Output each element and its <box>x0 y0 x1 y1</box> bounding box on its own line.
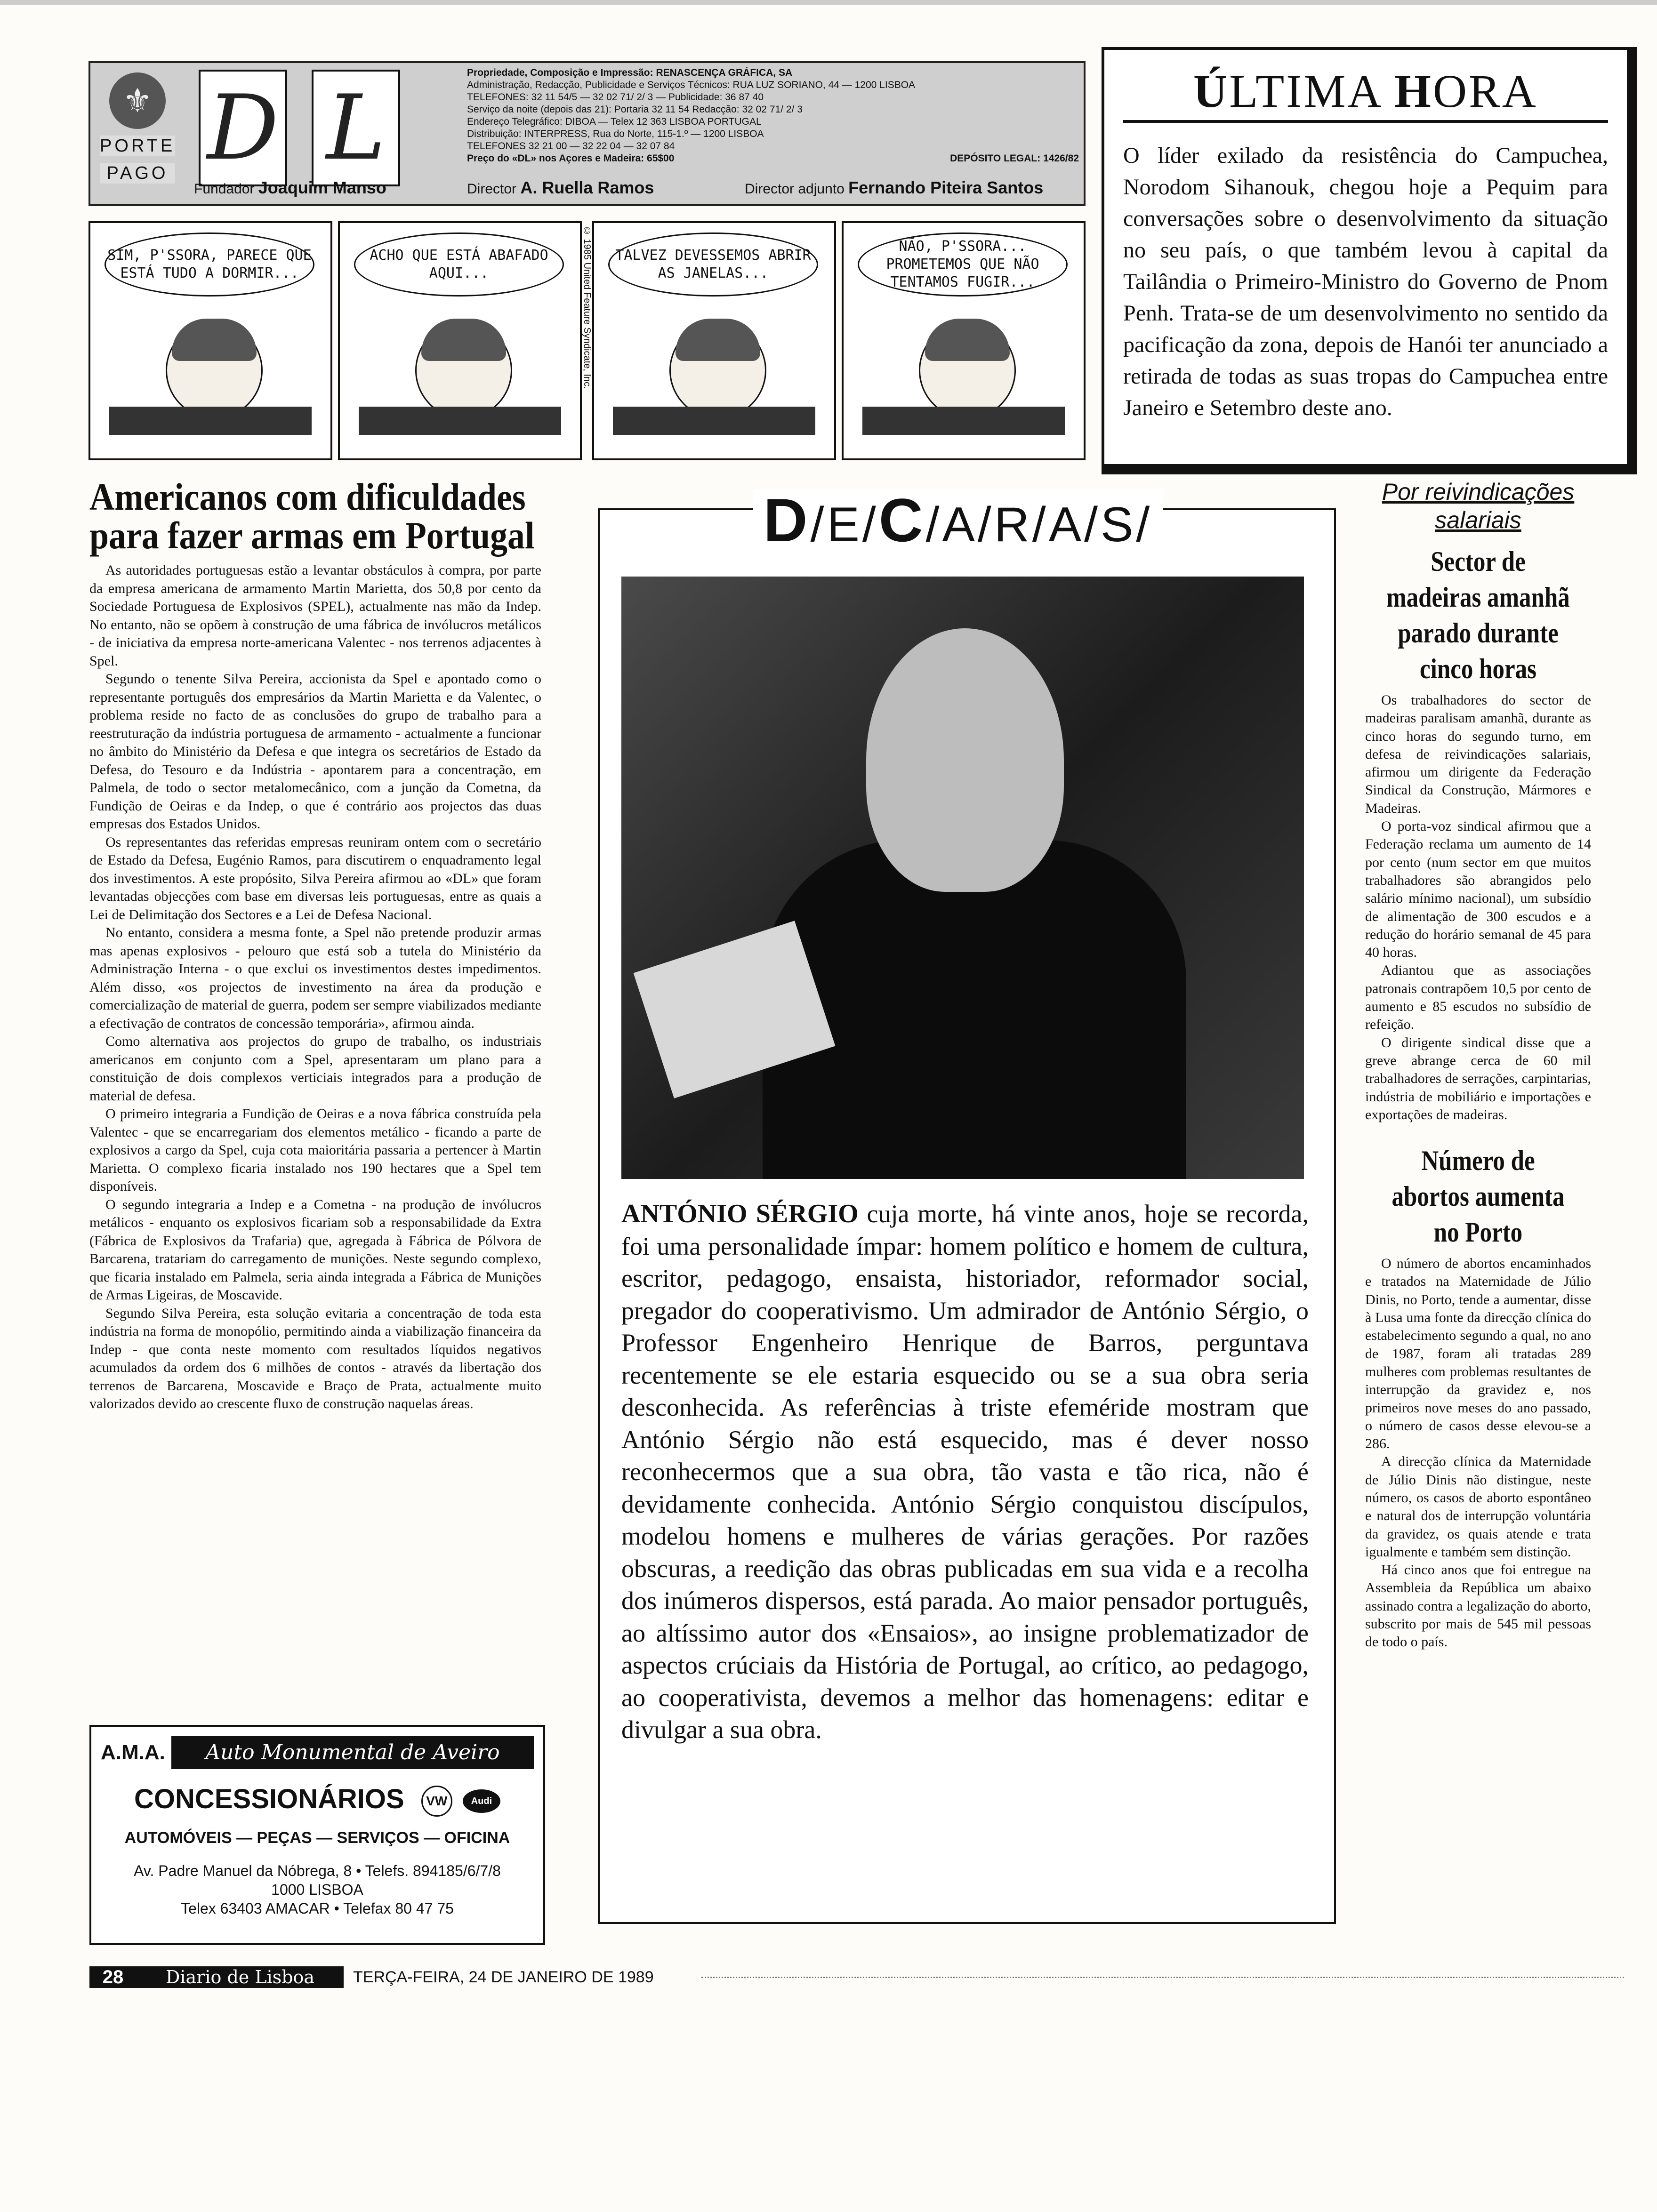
portrait-photo <box>621 577 1304 1179</box>
left-headline-line-1: Americanos com dificuldades <box>89 475 526 518</box>
speech-bubble: NÃO, P'SSORA... PROMETEMOS QUE NÃO TENTAMOS FUGIR... <box>858 232 1068 297</box>
pago-label: PAGO <box>100 163 175 184</box>
de-caras-text <box>621 1198 1309 1746</box>
comic-strip <box>88 221 1082 457</box>
audi-logo-icon: Audi <box>463 1789 500 1813</box>
left-article-body <box>89 561 541 1413</box>
masthead <box>88 61 1086 206</box>
character-icon <box>669 322 766 419</box>
de-caras-body: cuja morte, há vinte anos, hoje se recorda, foi uma personalidade ímpar: homem político e homem de cultura, escritor, pedagogo, ensaista, historiador, reformador social, pregador do cooperativismo. Um admirador de António Sérgio, o Professor Engenheiro Henrique de Barros, perguntava recentemente se ele estaria esquecido ou se a sua obra seria desconhecida. As referências à triste efeméride mostram que António Sérgio não está esquecido, mas é dever nosso reconhecermos que a sua obra, tão vasta e tão rica, não é devidamente conhecida. António Sérgio conquistou discípulos, modelou homens e mulheres de várias gerações. Por razões obscuras, a reedição das obras publicadas em sua vida e a recolha dos inúmeros dispersos, está parada. Ao maior pensador português, ao altíssimo autor dos «Ensaios», ao insigne problematizador de aspectos crúciais da História de Portugal, ao crítico, ao pedagogo, ao cooperativista, devemos a melhor das homenagens: editar e divulgar a sua obra. <box>621 1200 1309 1744</box>
madeiras-kicker: Por reivindicações salariais <box>1382 479 1575 533</box>
comic-panel-3 <box>592 221 836 460</box>
deposito-legal: DEPÓSITO LEGAL: 1426/82 <box>950 153 1079 164</box>
desk-icon <box>109 407 312 435</box>
director-adjunto-credit: Director adjunto Fernando Piteira Santos <box>745 178 1044 197</box>
imprint-line: TELEFONES: 32 11 54/5 — 32 02 71/ 2/ 3 — Publicidade: 36 87 40 <box>467 92 764 103</box>
article-paragraph: As autoridades portuguesas estão a levantar obstáculos à compra, por parte da empresa americana de armamento Martin Marietta, dos 50,8 por cento da Sociedade Portuguesa de Explosivos (SPEL), actualmente nas mão da Indep. No entanto, não se opõem à construção de uma fábrica de invólucros metálicos - de iniciativa da empresa norte-americana Valentec - nos terrenos adjacentes à Spel. <box>89 562 541 669</box>
page-footer <box>89 1966 1624 1990</box>
abortos-headline: Número de abortos aumenta no Porto <box>1392 1145 1565 1248</box>
ultima-hora-title: ÚLTIMA HORA <box>1193 65 1538 117</box>
desk-icon <box>613 407 815 435</box>
newspaper-name: Diario de Lisboa <box>137 1966 344 1988</box>
right-column <box>1365 478 1591 1651</box>
fundador-credit: Fundador Joaquim Manso <box>194 178 386 197</box>
director-credit: Director A. Ruella Ramos <box>467 178 654 197</box>
price-line: Preço do «DL» nos Açores e Madeira: 65$00 <box>467 153 675 164</box>
lead-name: ANTÓNIO SÉRGIO <box>621 1199 859 1228</box>
ama-advertisement <box>89 1725 545 1945</box>
comic-copyright: © 1985 United Feature Syndicate, Inc. <box>582 226 592 389</box>
imprint-line: Propriedade, Composição e Impressão: RENASCENÇA GRÁFICA, SA <box>467 67 793 78</box>
article-paragraph: Segundo o tenente Silva Pereira, accionista da Spel e apontado como o representante português dos empresários da Martin Marietta e da Valentec, o problema reside no facto de as conclusões do grupo de trabalho para a reestruturação da indústria portuguesa de armamento - actualmente a funcionar no âmbito do Ministério da Defesa e que integra os secretários de Estado da Defesa, do Tesouro e da Indústria - apontarem para a concentração, em Palmela, de todo o sector metalomecânico, com a junção da Cometna, da Fundição de Oeiras e da Indep, o que é contrário aos projectos das duas empresas dos Estados Unidos. <box>89 671 541 832</box>
porte-pago-stamp <box>100 72 175 190</box>
left-article <box>89 475 541 1413</box>
article-paragraph: O dirigente sindical disse que a greve abrange cerca de 60 mil trabalhadores de serrações, carpintarias, indústria de mobiliário e importações e exportações de madeiras. <box>1365 1034 1591 1122</box>
imprint-line: Distribuição: INTERPRESS, Rua do Norte, 115-1.º — 1200 LISBOA <box>467 128 764 139</box>
article-paragraph: O segundo integraria a Indep e a Cometna - na produção de invólucros metálicos - enquanto os explosivos ficariam sob a responsabilidade da Extra (Fábrica de Explosivos da Trafaria) que, agregada à Fábrica de Pólvora de Barcarena, tratariam do carregamento de munições. Neste segundo complexo, que ficaria instalado em Palmela, seria ainda integrada a Fábrica de Munições de Armas Ligeiras, de Moscavide. <box>89 1196 541 1303</box>
article-paragraph: Há cinco anos que foi entregue na Assembleia da República um abaixo assinado contra a legalização do aborto, subscrito por mais de 545 mil pessoas de todo o país. <box>1365 1562 1591 1650</box>
article-paragraph: Os representantes das referidas empresas reuniram ontem com o secretário de Estado da Defesa, Eugénio Ramos, para discutirem o enquadramento legal dos investimentos. A este propósito, Silva Pereira afirmou ao «DL» que foram levantadas objecções com base em diversas leis portuguesas, entre as quais a Lei de Delimitação dos Sectores e a Lei de Defesa Nacional. <box>89 834 541 922</box>
head-shape <box>866 628 1064 892</box>
concessionarios-heading: CONCESSIONÁRIOS VW Audi <box>91 1783 543 1817</box>
article-paragraph: No entanto, considera a mesma fonte, a Spel não pretende produzir armas mas apenas explosivos - pelouro que está sob a tutela do Ministério da Administração Interna - o que exclui os investimentos destes impedimentos. Além disso, «os projectos de investimento na área da produção e comercialização de material de guerra, podem ser sempre viabilizados mediante a efectivação de contratos de concessão temporária», afirmou ainda. <box>89 925 541 1031</box>
imprint-line: Serviço da noite (depois das 21): Portaria 32 11 54 Redacção: 32 02 71/ 2/ 3 <box>467 104 803 115</box>
article-paragraph: O porta-voz sindical afirmou que a Federação reclama um aumento de 14 por cento (num sector em que muitos trabalhadores são abrangidos pelo salário mínimo nacional), um subsídio de alimentação de 300 escudos e a redução do horário semanal de 45 para 40 horas. <box>1365 818 1591 961</box>
coat-of-arms-icon: ⚜ <box>109 72 166 129</box>
vw-logo-icon: VW <box>421 1786 452 1817</box>
footer-rule <box>701 1977 1624 1978</box>
ama-script-banner: Auto Monumental de Aveiro <box>171 1736 534 1769</box>
logo-letter-d: D <box>199 70 287 186</box>
title-rule <box>1123 120 1608 123</box>
desk-icon <box>862 407 1065 435</box>
comic-panel-4 <box>842 221 1086 460</box>
ultima-hora-text: O líder exilado da resistência do Campuchea, Norodom Sihanouk, chegou hoje a Pequim para conversações sobre o desenvolvimento da situação no seu país, o que também levou à capital da Tailândia o Primeiro-Ministro do Governo de Pnom Penh. Trata-se de um desenvolvimento no sentido da pacificação da zona, depois de Hanói ter anunciado a retirada de todas as suas tropas do Campuchea entre Janeiro e Setembro deste ano. <box>1123 143 1608 420</box>
speech-bubble: ACHO QUE ESTÁ ABAFADO AQUI... <box>354 232 564 297</box>
speech-bubble: SIM, P'SSORA, PARECE QUE ESTÁ TUDO A DORMIR... <box>105 232 314 297</box>
article-paragraph: Como alternativa aos projectos do grupo de trabalho, os industriais americanos em conjunto com a Spel, apresentaram um plano para a constituição de dois complexos verticiais integrados para a produção de material de defesa. <box>89 1034 541 1104</box>
character-icon <box>415 322 512 419</box>
imprint-line: Endereço Telegráfico: DIBOA — Telex 12 363 LISBOA PORTUGAL <box>467 116 762 127</box>
imprint-block <box>467 67 1079 165</box>
article-paragraph: O número de abortos encaminhados e tratados na Maternidade de Júlio Dinis, no Porto, tende a aumentar, disse à Lusa uma fonte da direcção clínica do estabelecimento segundo a qual, no ano de 1987, foram ali tratadas 289 mulheres com problemas resultantes de interrupção da gravidez e, nos primeiros nove meses do ano passado, o número de casos desse elevou-se a 286. <box>1365 1256 1591 1452</box>
ama-label: A.M.A. <box>101 1741 165 1764</box>
imprint-line: Administração, Redacção, Publicidade e Serviços Técnicos: RUA LUZ SORIANO, 44 — 1200 LISBOA <box>467 80 916 90</box>
comic-panel-1 <box>88 221 332 460</box>
desk-icon <box>359 407 561 435</box>
madeiras-headline: Sector de madeiras amanhã parado durante cinco horas <box>1386 546 1570 684</box>
left-headline-line-2: para fazer armas em Portugal <box>89 514 535 557</box>
character-icon <box>166 322 263 419</box>
ad-address: Av. Padre Manuel da Nóbrega, 8 • Telefs. 894185/6/7/8 1000 LISBOA Telex 63403 AMACAR • Telefax 80 47 75 <box>134 1862 501 1917</box>
logo-letter-l: L <box>312 70 400 186</box>
article-paragraph: Adiantou que as associações patronais contrapõem 10,5 por cento de aumento e 85 escudos no subsídio de refeição. <box>1365 962 1591 1033</box>
porte-label: PORTE <box>100 136 176 156</box>
comic-panel-2 <box>338 221 582 460</box>
de-caras-section-title: D/E/C/A/R/A/S/ <box>753 489 1163 551</box>
character-icon <box>919 322 1016 419</box>
page-number: 28 <box>89 1966 137 1988</box>
ad-services: AUTOMÓVEIS — PEÇAS — SERVIÇOS — OFICINA <box>124 1828 510 1847</box>
article-paragraph: O primeiro integraria a Fundição de Oeiras e a nova fábrica construída pela Valentec - que se encarregariam dos elementos metálico - ficando a parte de explosivos a cargo da Spel, cuja cota maioritária passaria a pertencer à Martin Marietta. O complexo ficaria instalado nos 190 hectares que a Spel tem disponíveis. <box>89 1106 541 1194</box>
article-paragraph: Os trabalhadores do sector de madeiras paralisam amanhã, durante as cinco horas do segundo turno, em defesa de reivindicações salariais, afirmou um dirigente da Federação Sindical da Construção, Mármores e Madeiras. <box>1365 692 1591 816</box>
ultima-hora-box <box>1102 47 1637 474</box>
page-top-rule <box>0 0 1657 5</box>
imprint-line: TELEFONES 32 21 00 — 32 22 04 — 32 07 84 <box>467 141 675 152</box>
speech-bubble: TALVEZ DEVESSEMOS ABRIR AS JANELAS... <box>608 232 818 297</box>
article-paragraph: A direcção clínica da Maternidade de Júlio Dinis não distingue, neste número, os casos de aborto espontâneo e natural dos de interrupção voluntária da gravidez, os quais atende e trata igualmente e também sem distinção. <box>1365 1454 1591 1560</box>
issue-date: TERÇA-FEIRA, 24 DE JANEIRO DE 1989 <box>353 1968 654 1986</box>
article-paragraph: Segundo Silva Pereira, esta solução evitaria a concentração de toda esta indústria na forma de monopólio, permitindo ainda a viabilização financeira da Indep - que conta neste momento com resultados líquidos negativos acumulados da ordem dos 6 milhões de contos - através da libertação dos terrenos de Barcarena, Moscavide e Braço de Prata, actualmente muito valorizados devido ao crescente fluxo de construção naquelas áreas. <box>89 1305 541 1411</box>
